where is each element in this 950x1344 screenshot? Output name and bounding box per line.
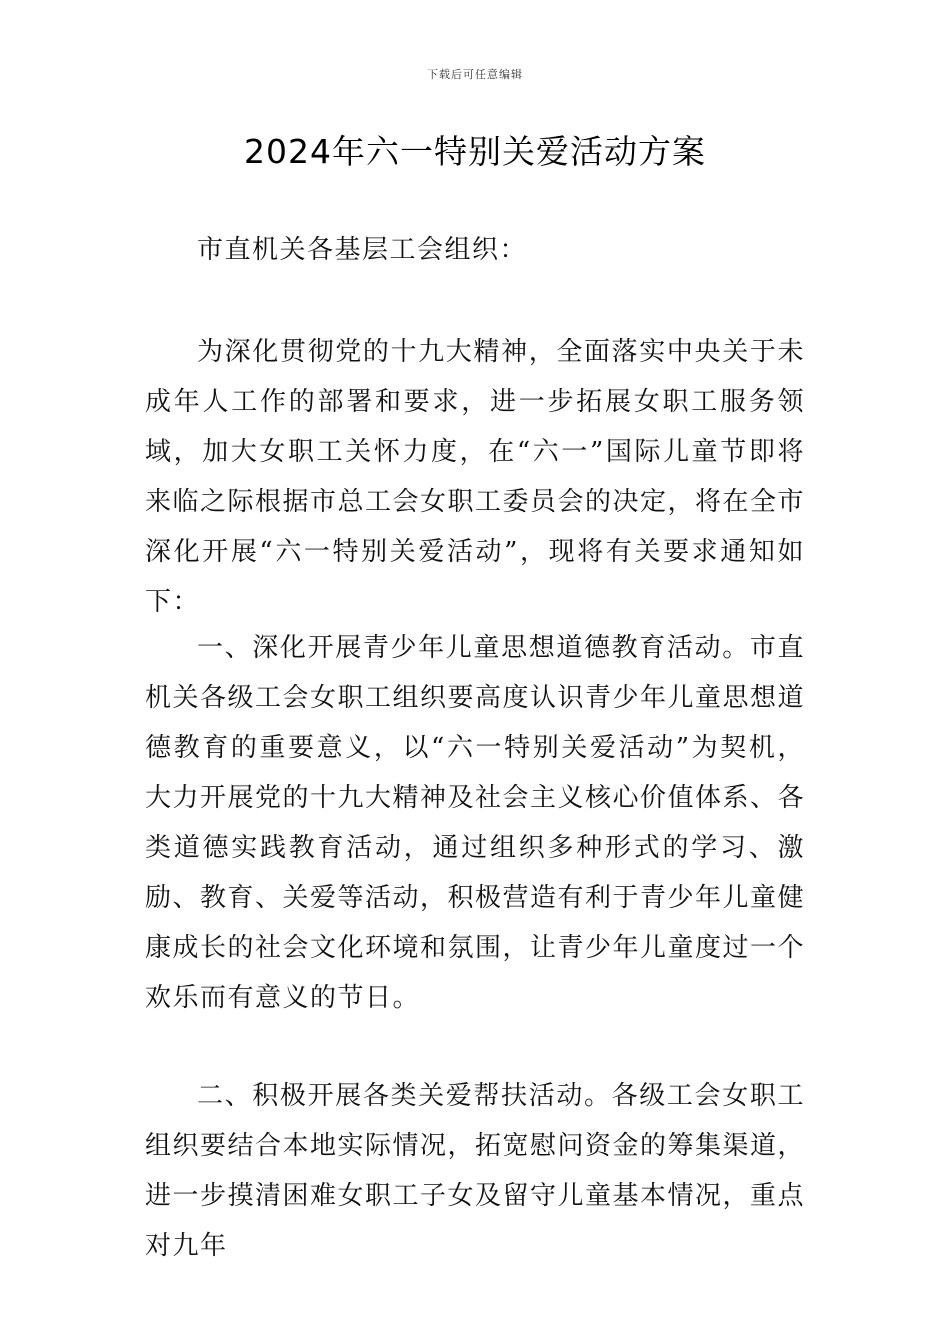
salutation: 市直机关各基层工会组织： <box>197 235 528 265</box>
paragraph-section-1: 一、深化开展青少年儿童思想道德教育活动。市直机关各级工会女职工组织要高度认识青少年儿童思想道德教育的重要意义，以“六一特别关爱活动”为契机，大力开展党的十九大精神及社会主义核心价值体系、各类道德实践教育活动，通过组织多种形式的学习、激励、教育、关爱等活动，积极营造有利于青少年儿童健康成长的社会文化环境和氛围，让青少年儿童度过一个欢乐而有意义的节日。 <box>145 633 806 1013</box>
header-note: 下载后可任意编辑 <box>427 68 523 81</box>
paragraph-section-2: 二、积极开展各类关爱帮扶活动。各级工会女职工组织要结合本地实际情况，拓宽慰问资金的筹集渠道，进一步摸清困难女职工子女及留守儿童基本情况，重点对九年 <box>145 1081 806 1261</box>
paragraph-intro: 为深化贯彻党的十九大精神，全面落实中央关于未成年人工作的部署和要求，进一步拓展女职工服务领域，加大女职工关怀力度，在“六一”国际儿童节即将来临之际根据市总工会女职工委员会的决定，将在全市深化开展“六一特别关爱活动”，现将有关要求通知如下： <box>145 337 806 617</box>
document-title: 2024年六一特别关爱活动方案 <box>244 132 706 171</box>
